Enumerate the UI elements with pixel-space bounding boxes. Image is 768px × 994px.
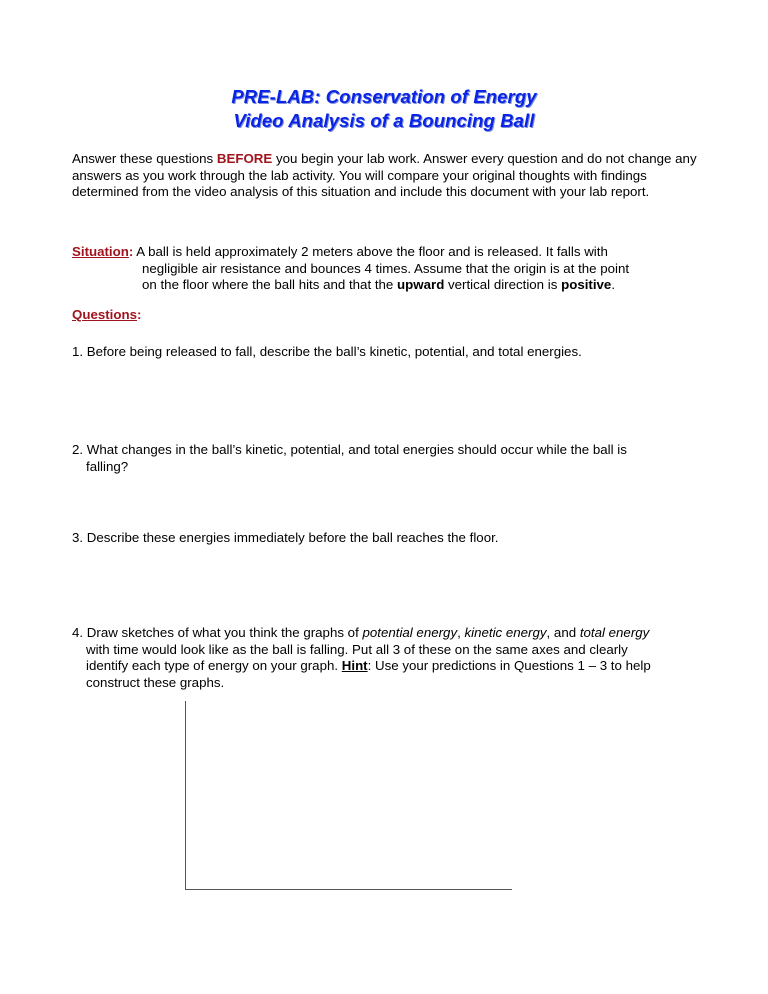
situation-line-2: negligible air resistance and bounces 4 times. Assume that the origin is at the point: [142, 260, 630, 276]
situation-line-3-a: on the floor where the ball hits and that the: [142, 277, 398, 292]
questions-heading: [72, 307, 712, 324]
situation-line-3-b: vertical direction is: [444, 277, 562, 292]
question-4-potential-energy: potential energy: [362, 625, 458, 640]
question-2: [72, 442, 712, 475]
situation-colon: :: [128, 244, 134, 259]
question-4-line-3: [72, 658, 712, 675]
situation-upward: upward: [397, 277, 445, 292]
question-4-line-2: with time would look like as the ball is falling. Put all 3 of these on the same axes and clearly: [86, 641, 628, 657]
question-1: 1. Before being released to fall, describe the ball’s kinetic, potential, and total energies.: [72, 344, 582, 359]
question-4-line-3-a: identify each type of energy on your graph.: [86, 658, 342, 673]
situation-line-3-c: .: [611, 277, 616, 292]
situation-positive: positive: [561, 277, 612, 292]
question-3: 3. Describe these energies immediately before the ball reaches the floor.: [72, 530, 499, 545]
situation-label: Situation: [72, 244, 129, 259]
question-4-total-energy: total energy: [579, 625, 650, 640]
questions-heading-label: Questions: [72, 307, 138, 322]
question-4-line-1: [72, 625, 649, 640]
question-4-b: ,: [457, 625, 465, 640]
question-4-line-3-b: : Use your predictions in Questions 1 – 3 to help: [367, 658, 651, 673]
question-4-c: , and: [546, 625, 580, 640]
question-4-line-4: construct these graphs.: [86, 674, 225, 690]
situation-paragraph: [72, 244, 712, 294]
question-2-line-1: 2. What changes in the ball’s kinetic, potential, and total energies should occur while the ball is: [72, 442, 627, 457]
intro-text-after: you begin your lab work. Answer every question and do not change any answers as you work through the lab activity. You will compare your original thoughts with findings determined from the video analysis of this situation and include this document with your lab report.: [72, 151, 697, 199]
question-2-line-2: falling?: [86, 458, 129, 474]
graph-x-axis: [185, 889, 512, 890]
questions-heading-colon: :: [137, 307, 142, 322]
graph-y-axis: [185, 701, 186, 890]
title-line-1: PRE-LAB: Conservation of Energy: [231, 86, 537, 107]
question-4-kinetic-energy: kinetic energy: [464, 625, 547, 640]
situation-line-1: A ball is held approximately 2 meters above the floor and is released. It falls with: [133, 244, 608, 259]
question-4-a: 4. Draw sketches of what you think the graphs of: [72, 625, 363, 640]
intro-text-before: Answer these questions: [72, 151, 217, 166]
intro-paragraph: [72, 151, 712, 201]
question-4-hint: Hint: [341, 658, 368, 673]
situation-line-3: [72, 277, 712, 294]
intro-emphasis-before: BEFORE: [216, 151, 273, 166]
title-line-2: Video Analysis of a Bouncing Ball: [233, 110, 535, 131]
question-4: [72, 625, 712, 691]
